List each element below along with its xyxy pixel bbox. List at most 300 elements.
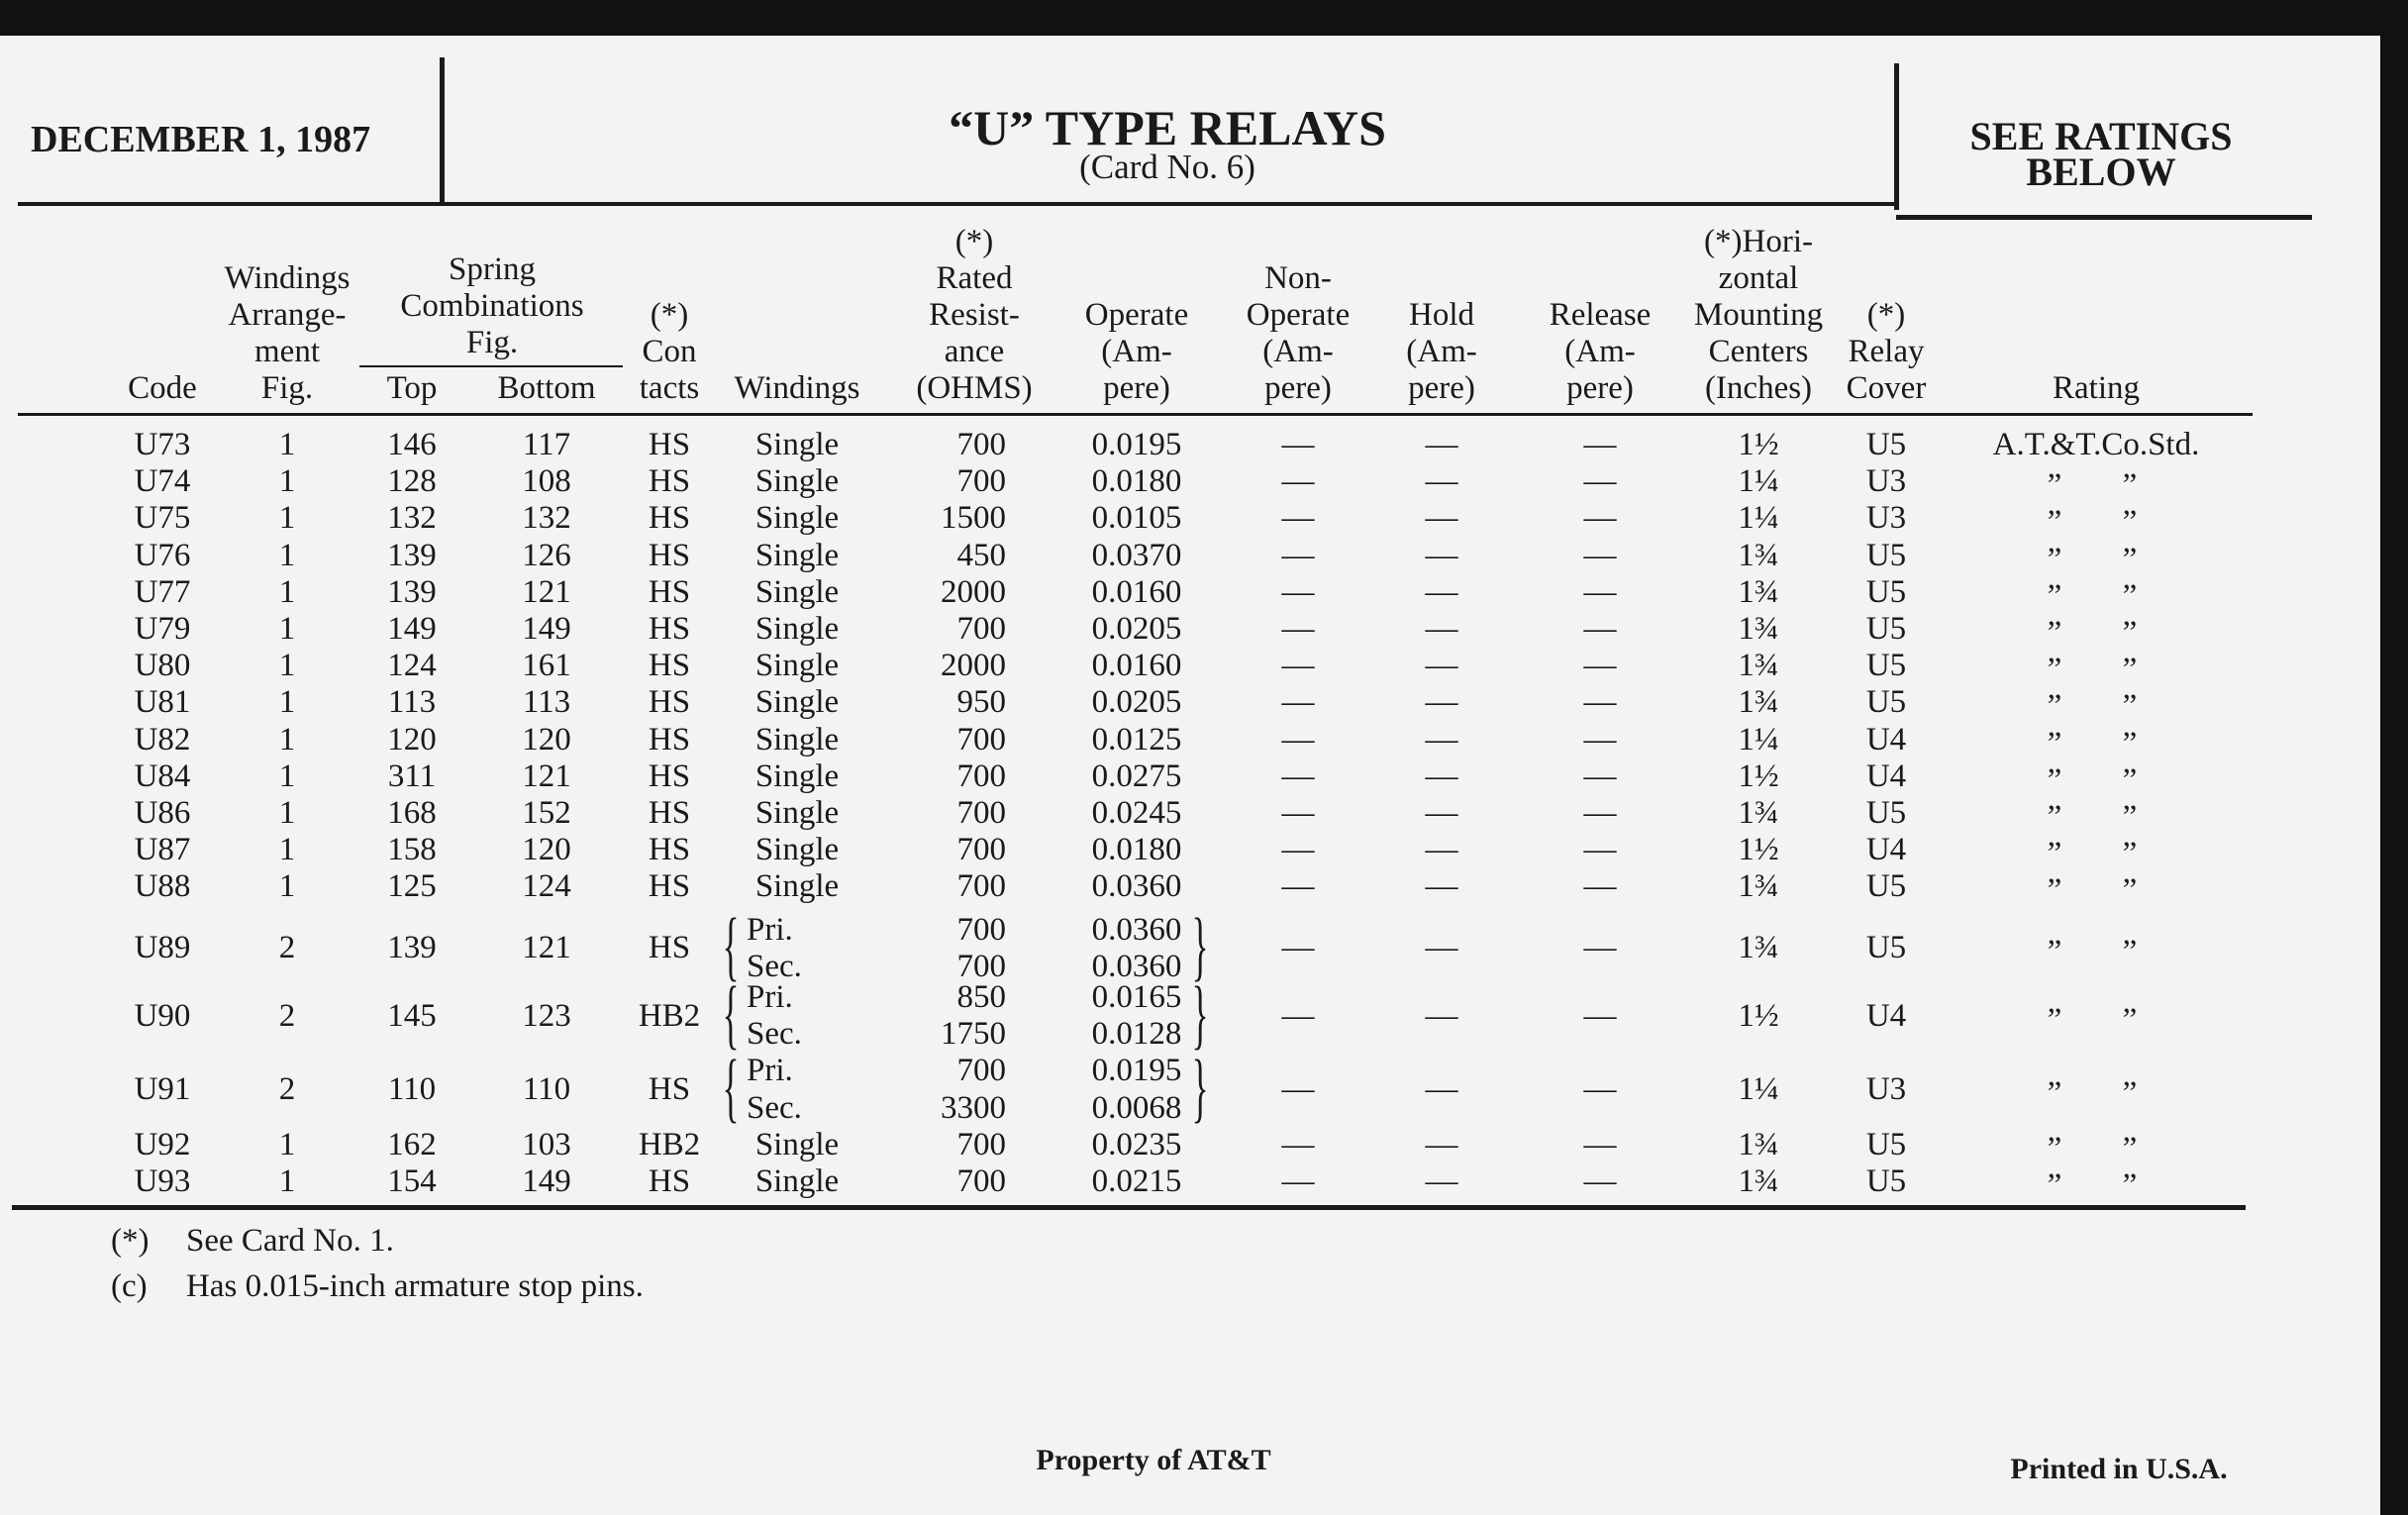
cell-code: U73 [134,427,191,462]
cell-cover: U5 [1865,611,1907,647]
cell-hold: — [1425,997,1458,1034]
cell-arr: 2 [278,997,296,1034]
cell-bottom: 113 [522,684,571,721]
ditto-mark: ” [2122,836,2138,872]
cell-contacts: HS [648,832,691,868]
cell-windings: Single [754,537,840,573]
cell-bottom: 120 [522,721,571,758]
cell-contacts: HS [648,758,691,794]
cell-mounting: 1¾ [1738,648,1779,684]
cell-code: U80 [134,648,191,684]
cell-contacts: HS [648,573,691,610]
column-header-operate: (Am- [1101,334,1172,369]
cell-winding-primary: Pri. [747,979,793,1015]
cell-resist: 950 [956,684,1006,721]
cell-code: U91 [134,1071,191,1107]
header-rule-right [1896,215,2312,220]
cell-resist: 700 [956,795,1006,831]
cell-windings: Single [754,427,840,462]
cell-release: — [1583,500,1617,537]
cell-arr: 1 [278,573,296,610]
cell-top: 139 [387,537,437,573]
cell-nonoperate: — [1281,573,1315,610]
ditto-mark: ” [2047,761,2062,798]
cell-winding-primary: Pri. [747,1053,793,1089]
column-header-resist: Resist- [929,297,1020,333]
column-header-mounting: Mounting [1693,297,1824,333]
left-brace: { [722,969,740,1057]
cell-hold: — [1425,648,1458,684]
cell-bottom: 110 [522,1071,571,1107]
cell-mounting: 1¾ [1738,573,1779,610]
cell-bottom: 126 [522,537,571,573]
cell-resist: 450 [956,537,1006,573]
cell-arr: 1 [278,500,296,537]
cell-resist: 700 [956,758,1006,794]
cell-windings: Single [754,500,840,537]
cell-contacts: HS [648,427,691,462]
cell-bottom: 132 [522,500,571,537]
column-header-cover: (*) [1866,297,1906,333]
cell-release: — [1583,1071,1617,1107]
cell-bottom: 121 [522,573,571,610]
ditto-mark: ” [2122,799,2138,835]
cell-arr: 1 [278,463,296,500]
cell-nonoperate: — [1281,427,1315,462]
cell-arr: 1 [278,611,296,647]
cell-resist: 700 [956,868,1006,905]
ditto-mark: ” [2047,799,2062,835]
column-header-bottom: Bottom [497,370,596,406]
cell-nonoperate: — [1281,611,1315,647]
column-header-windings: Windings [734,370,860,406]
cell-windings: Single [754,611,840,647]
ditto-mark: ” [2122,541,2138,577]
cell-rating: A.T.&T.Co.Std. [1992,427,2200,462]
right-brace: } [1191,902,1209,989]
ratings-note-line2: BELOW [2026,150,2176,194]
ditto-mark: ” [2047,1075,2062,1111]
ditto-mark: ” [2122,761,2138,798]
cell-code: U77 [134,573,191,610]
column-header-nonoperate: pere) [1264,370,1332,406]
column-header-mounting: (*)Hori- [1704,224,1813,259]
ditto-mark: ” [2047,725,2062,761]
cell-contacts: HS [648,721,691,758]
cell-arr: 1 [278,721,296,758]
cell-bottom: 121 [522,758,571,794]
column-header-release: Release [1549,297,1652,333]
cell-mounting: 1¾ [1738,684,1779,721]
cell-resist: 1750 [941,1016,1006,1053]
cell-resist: 700 [956,1053,1006,1089]
cell-release: — [1583,1126,1617,1162]
cell-mounting: 1¾ [1738,1126,1779,1162]
ditto-mark: ” [2047,688,2062,725]
cell-hold: — [1425,930,1458,966]
cell-release: — [1583,721,1617,758]
cell-release: — [1583,868,1617,905]
column-header-spring-group: Fig. [465,325,519,360]
cell-windings: Single [754,868,840,905]
column-header-mounting: zontal [1718,260,1799,296]
cell-top: 125 [387,868,437,905]
cell-resist: 700 [956,1163,1006,1199]
relay-data-card [0,36,2380,1515]
cell-operate: 0.0205 [1091,611,1182,647]
footnote-mark: (c) [111,1268,148,1304]
column-header-hold: Hold [1409,297,1474,333]
cell-release: — [1583,758,1617,794]
cell-arr: 1 [278,648,296,684]
cell-resist: 700 [956,832,1006,868]
cell-top: 139 [387,573,437,610]
cell-resist: 3300 [941,1089,1006,1126]
cell-cover: U3 [1865,1071,1907,1107]
cell-top: 158 [387,832,437,868]
cell-arr: 1 [278,1163,296,1199]
cell-release: — [1583,463,1617,500]
column-header-release: pere) [1566,370,1634,406]
cell-hold: — [1425,537,1458,573]
cell-bottom: 161 [522,648,571,684]
ditto-mark: ” [2122,504,2138,541]
cell-mounting: 1¾ [1738,930,1779,966]
cell-hold: — [1425,611,1458,647]
cell-code: U87 [134,832,191,868]
cell-arr: 1 [278,1126,296,1162]
cell-winding-secondary: Sec. [747,1089,802,1126]
ditto-mark: ” [2122,1167,2138,1203]
cell-operate: 0.0360 [1091,911,1182,948]
column-header-contacts: tacts [639,370,700,406]
cell-windings: Single [754,1163,840,1199]
cell-mounting: 1¼ [1738,500,1779,537]
cell-contacts: HS [648,500,691,537]
cell-bottom: 124 [522,868,571,905]
cell-arr: 2 [278,1071,296,1107]
cell-operate: 0.0160 [1091,648,1182,684]
cell-top: 146 [387,427,437,462]
cell-cover: U5 [1865,573,1907,610]
cell-contacts: HS [648,795,691,831]
column-header-resist: ance [944,334,1005,369]
cell-windings: Single [754,1126,840,1162]
cell-cover: U4 [1865,758,1907,794]
cell-mounting: 1¾ [1738,868,1779,905]
cell-cover: U5 [1865,648,1907,684]
cell-windings: Single [754,573,840,610]
cell-nonoperate: — [1281,500,1315,537]
footer-printed: Printed in U.S.A. [2010,1453,2228,1485]
column-header-nonoperate: Operate [1246,297,1351,333]
cell-mounting: 1½ [1738,997,1779,1034]
cell-top: 120 [387,721,437,758]
cell-arr: 1 [278,427,296,462]
cell-operate: 0.0235 [1091,1126,1182,1162]
cell-nonoperate: — [1281,463,1315,500]
column-header-hold: (Am- [1406,334,1477,369]
column-header-rule [18,413,2253,416]
cell-nonoperate: — [1281,537,1315,573]
cell-nonoperate: — [1281,758,1315,794]
column-header-nonoperate: Non- [1264,260,1332,296]
cell-operate: 0.0068 [1091,1089,1182,1126]
cell-mounting: 1¼ [1738,1071,1779,1107]
column-header-operate: Operate [1084,297,1189,333]
cell-resist: 2000 [941,573,1006,610]
cell-release: — [1583,930,1617,966]
cell-release: — [1583,573,1617,610]
cell-release: — [1583,648,1617,684]
cell-contacts: HS [648,463,691,500]
cell-mounting: 1¾ [1738,611,1779,647]
card-subtitle: (Card No. 6) [1079,148,1255,186]
cell-release: — [1583,795,1617,831]
cell-release: — [1583,1163,1617,1199]
column-header-nonoperate: (Am- [1262,334,1334,369]
ditto-mark: ” [2047,541,2062,577]
cell-winding-secondary: Sec. [747,948,802,984]
ratings-note-line1: SEE RATINGS [1969,114,2233,158]
cell-cover: U5 [1865,684,1907,721]
cell-arr: 2 [278,930,296,966]
column-header-operate: pere) [1103,370,1170,406]
column-header-contacts: Con [642,334,697,369]
cell-operate: 0.0245 [1091,795,1182,831]
ditto-mark: ” [2122,688,2138,725]
ditto-mark: ” [2122,1075,2138,1111]
cell-hold: — [1425,795,1458,831]
header-rule [18,202,1899,206]
cell-resist: 700 [956,721,1006,758]
cell-release: — [1583,427,1617,462]
cell-arr: 1 [278,868,296,905]
cell-code: U79 [134,611,191,647]
cell-release: — [1583,832,1617,868]
cell-contacts: HB2 [638,997,701,1034]
table-bottom-rule [12,1205,2246,1210]
cell-top: 128 [387,463,437,500]
cell-cover: U4 [1865,997,1907,1034]
footnote-mark: (*) [111,1223,150,1259]
column-header-resist: (*) [954,224,994,259]
cell-top: 311 [387,758,437,794]
cell-mounting: 1½ [1738,832,1779,868]
cell-operate: 0.0195 [1091,1053,1182,1089]
cell-code: U86 [134,795,191,831]
column-header-contacts: (*) [650,297,689,333]
footnote-text: See Card No. 1. [186,1223,394,1259]
ditto-mark: ” [2122,725,2138,761]
cell-bottom: 121 [522,930,571,966]
column-header-cover: Relay [1848,334,1925,369]
cell-hold: — [1425,500,1458,537]
cell-contacts: HS [648,868,691,905]
cell-bottom: 120 [522,832,571,868]
cell-mounting: 1¾ [1738,1163,1779,1199]
cell-arr: 1 [278,832,296,868]
cell-cover: U5 [1865,795,1907,831]
ditto-mark: ” [2122,652,2138,688]
cell-code: U76 [134,537,191,573]
cell-top: 162 [387,1126,437,1162]
ditto-mark: ” [2047,652,2062,688]
card-title: “U” TYPE RELAYS [949,100,1386,155]
ditto-mark: ” [2047,1167,2062,1203]
cell-code: U84 [134,758,191,794]
cell-cover: U4 [1865,721,1907,758]
cell-code: U92 [134,1126,191,1162]
cell-cover: U3 [1865,500,1907,537]
column-header-top: Top [386,370,438,406]
column-header-mounting: (Inches) [1704,370,1813,406]
cell-hold: — [1425,427,1458,462]
ditto-mark: ” [2122,1001,2138,1038]
spring-group-rule [359,365,623,367]
cell-operate: 0.0195 [1091,427,1182,462]
cell-winding-secondary: Sec. [747,1016,802,1053]
cell-cover: U5 [1865,930,1907,966]
cell-operate: 0.0160 [1091,573,1182,610]
cell-code: U93 [134,1163,191,1199]
ditto-mark: ” [2047,872,2062,909]
column-header-resist: Rated [936,260,1013,296]
cell-top: 149 [387,611,437,647]
cell-operate: 0.0105 [1091,500,1182,537]
cell-hold: — [1425,758,1458,794]
cell-contacts: HS [648,684,691,721]
cell-nonoperate: — [1281,684,1315,721]
cell-cover: U3 [1865,463,1907,500]
cell-code: U89 [134,930,191,966]
cell-bottom: 123 [522,997,571,1034]
cell-operate: 0.0370 [1091,537,1182,573]
cell-code: U90 [134,997,191,1034]
cell-resist: 1500 [941,500,1006,537]
cell-code: U82 [134,721,191,758]
cell-top: 113 [387,684,437,721]
cell-contacts: HS [648,537,691,573]
ditto-mark: ” [2047,934,2062,970]
cell-nonoperate: — [1281,721,1315,758]
cell-contacts: HS [648,1163,691,1199]
cell-release: — [1583,611,1617,647]
cell-top: 139 [387,930,437,966]
cell-windings: Single [754,795,840,831]
cell-bottom: 152 [522,795,571,831]
ditto-mark: ” [2122,1130,2138,1166]
cell-hold: — [1425,573,1458,610]
cell-windings: Single [754,684,840,721]
column-header-spring-group: Combinations [400,288,584,324]
ditto-mark: ” [2122,577,2138,614]
cell-windings: Single [754,721,840,758]
cell-hold: — [1425,1071,1458,1107]
cell-windings: Single [754,758,840,794]
cell-nonoperate: — [1281,795,1315,831]
cell-top: 168 [387,795,437,831]
column-header-cover: Cover [1846,370,1927,406]
left-brace: { [722,1044,740,1130]
cell-code: U88 [134,868,191,905]
ditto-mark: ” [2047,615,2062,651]
column-header-spring-group: Spring [448,252,537,287]
cell-mounting: 1¼ [1738,721,1779,758]
cell-code: U75 [134,500,191,537]
cell-resist: 700 [956,911,1006,948]
ditto-mark: ” [2047,577,2062,614]
cell-cover: U5 [1865,868,1907,905]
cell-nonoperate: — [1281,1163,1315,1199]
cell-mounting: 1½ [1738,427,1779,462]
cell-contacts: HS [648,930,691,966]
footer-property: Property of AT&T [1036,1444,1271,1476]
right-brace: } [1191,969,1209,1057]
header-divider-right [1894,63,1899,210]
column-header-rating: Rating [2053,370,2140,406]
cell-top: 124 [387,648,437,684]
column-header-code: Code [128,370,197,406]
header-divider-left [440,57,445,202]
cell-release: — [1583,537,1617,573]
cell-resist: 2000 [941,648,1006,684]
cell-operate: 0.0215 [1091,1163,1182,1199]
cell-cover: U4 [1865,832,1907,868]
cell-winding-primary: Pri. [747,911,793,948]
cell-operate: 0.0165 [1091,979,1182,1015]
cell-top: 110 [387,1071,437,1107]
column-header-release: (Am- [1564,334,1636,369]
ditto-mark: ” [2122,467,2138,504]
ditto-mark: ” [2122,615,2138,651]
cell-hold: — [1425,684,1458,721]
column-header-mounting: Centers [1708,334,1809,369]
cell-bottom: 103 [522,1126,571,1162]
cell-windings: Single [754,463,840,500]
column-header-arr: Windings [224,260,351,296]
cell-top: 132 [387,500,437,537]
cell-nonoperate: — [1281,997,1315,1034]
cell-windings: Single [754,832,840,868]
cell-top: 145 [387,997,437,1034]
cell-operate: 0.0360 [1091,948,1182,984]
cell-arr: 1 [278,795,296,831]
cell-hold: — [1425,1126,1458,1162]
left-brace: { [722,902,740,989]
cell-release: — [1583,997,1617,1034]
cell-resist: 850 [956,979,1006,1015]
cell-mounting: 1¾ [1738,537,1779,573]
cell-resist: 700 [956,463,1006,500]
column-header-hold: pere) [1408,370,1475,406]
cell-hold: — [1425,463,1458,500]
cell-cover: U5 [1865,1163,1907,1199]
cell-windings: Single [754,648,840,684]
cell-operate: 0.0125 [1091,721,1182,758]
cell-resist: 700 [956,611,1006,647]
cell-hold: — [1425,832,1458,868]
cell-nonoperate: — [1281,648,1315,684]
right-brace: } [1191,1044,1209,1130]
cell-nonoperate: — [1281,868,1315,905]
cell-operate: 0.0128 [1091,1016,1182,1053]
cell-operate: 0.0205 [1091,684,1182,721]
cell-contacts: HS [648,1071,691,1107]
cell-nonoperate: — [1281,1126,1315,1162]
cell-bottom: 149 [522,611,571,647]
cell-resist: 700 [956,948,1006,984]
